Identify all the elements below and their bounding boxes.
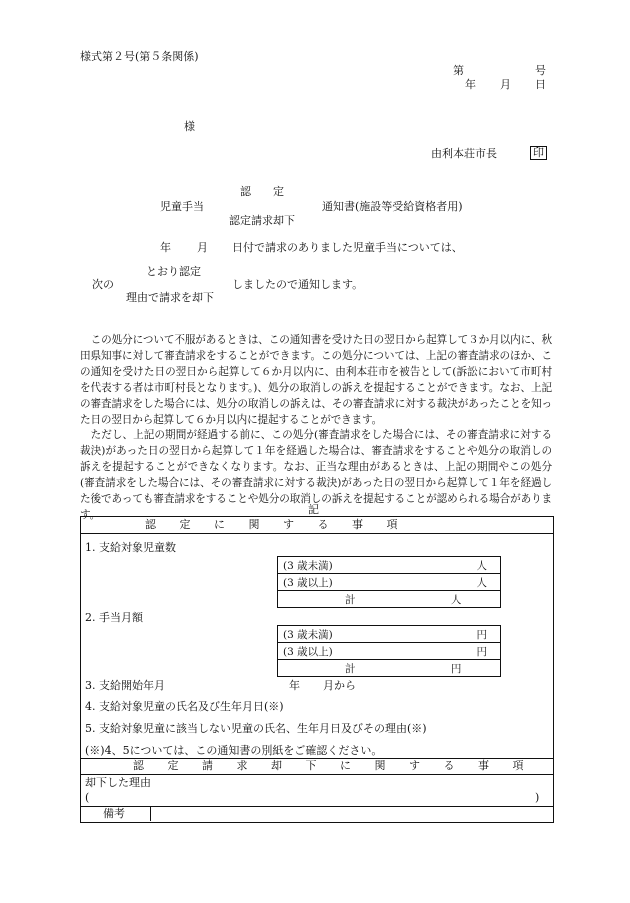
divider: [80, 533, 553, 534]
divider: [80, 774, 553, 775]
seal-stamp: 印: [530, 146, 547, 160]
request-date-month: 月: [197, 241, 208, 254]
document-number-suffix: 号: [535, 64, 546, 77]
monthly-under3-label: (3 歳未満): [283, 628, 333, 641]
option-approved: とおり認定: [146, 265, 201, 278]
remarks-label: 備考: [103, 807, 125, 820]
start-year-unit: 年: [289, 679, 300, 692]
children-total-label: 計: [345, 593, 356, 606]
document-number-prefix: 第: [453, 64, 464, 77]
title-approval-variant: 認 定: [240, 185, 284, 198]
ki-label: 記: [308, 503, 319, 516]
children-total-row: [278, 591, 501, 608]
children-total-unit: 人: [450, 593, 462, 606]
start-month-unit: 月から: [323, 679, 356, 692]
monthly-total-unit: 円: [450, 662, 462, 675]
title-notice-type: 通知書(施設等受給資格者用): [322, 200, 463, 213]
monthly-under3-unit: 円: [476, 628, 487, 641]
monthly-over3-unit: 円: [476, 645, 487, 658]
table-row: [278, 643, 501, 660]
option-rejected: 理由で請求を却下: [126, 291, 214, 304]
addressee-honorific: 様: [184, 120, 195, 133]
item-start-month: 3. 支給開始年月: [85, 679, 165, 692]
table-row: [278, 557, 501, 574]
children-over3-unit: 人: [476, 576, 487, 589]
table-row: [278, 660, 501, 677]
item-ineligible-children: 5. 支給対象児童に該当しない児童の氏名、生年月日及びその理由(※): [85, 722, 427, 735]
item-monthly-allowance: 2. 手当月額: [85, 611, 143, 624]
monthly-total-label: 計: [345, 662, 356, 675]
approval-section-header: 認 定 に 関 す る 事 項: [145, 518, 398, 531]
intro-next: 次の: [92, 278, 114, 291]
issue-date-year: 年: [465, 78, 476, 91]
children-over3-row: [278, 574, 501, 591]
attachment-note: (※)4、5については、この通知書の別紙をご確認ください。: [85, 744, 383, 757]
monthly-allowance-table: [277, 625, 501, 677]
monthly-under3-row: [278, 626, 501, 643]
sender-title: 由利本荘市長: [431, 147, 497, 160]
title-rejection-variant: 認定請求却下: [229, 214, 295, 227]
item-eligible-children-count: 1. 支給対象児童数: [85, 541, 176, 554]
request-date-text: 日付で請求のありました児童手当については、: [232, 241, 463, 254]
title-child-allowance: 児童手当: [160, 200, 204, 213]
monthly-over3-row: [278, 643, 501, 660]
remarks-divider: [150, 806, 151, 821]
table-row: [278, 626, 501, 643]
children-under3-label: (3 歳未満): [283, 559, 333, 572]
monthly-total-row: [278, 660, 501, 677]
children-count-table: [277, 556, 501, 608]
table-row: [278, 574, 501, 591]
children-under3-row: [278, 557, 501, 574]
rejection-reason-label: 却下した理由: [85, 776, 151, 789]
appeal-notice-paragraph-1: この処分について不服があるときは、この通知書を受けた日の翌日から起算して３か月以内に、秋田県知事に対して審査請求をすることができます。この処分については、上記の審査請求のほか、この通知を受けた日の翌日から起算して６か月以内に、由利本荘市を被告として(訴訟において市町村を代表する者は市町村長となります。)、処分の取消しの訴えを提起することができます。なお、上記の審査請求をした場合には、処分の取消しの訴えは、その審査請求に対する裁決があったことを知った日の翌日から起算して６か月以内に提起することができます。: [80, 334, 552, 426]
table-row: [278, 591, 501, 608]
item-eligible-children-names: 4. 支給対象児童の氏名及び生年月日(※): [85, 700, 284, 713]
appeal-notice: [80, 333, 552, 524]
form-number-label: 様式第２号(第５条関係): [80, 50, 199, 63]
rejection-reason-open-paren: (: [85, 791, 90, 804]
appeal-notice-paragraph-2: ただし、上記の期間が経過する前に、この処分(審査請求をした場合には、その審査請求に対する裁決)があった日の翌日から起算して１年を経過した場合は、審査請求をすることや処分の取消しの訴えを提起することができなくなります。なお、正当な理由があるときは、上記の期間やこの処分(審査請求をした場合には、その審査請求に対する裁決)があった日の翌日から起算して１年を経過した後であっても審査請求をすることや処分の取消しの訴えを提起することが認められる場合があります。: [80, 429, 552, 521]
intro-ending: しましたので通知します。: [232, 278, 364, 291]
rejection-reason-close-paren: ): [535, 791, 540, 804]
children-over3-label: (3 歳以上): [283, 576, 333, 589]
children-under3-unit: 人: [476, 559, 487, 572]
issue-date-day: 日: [535, 78, 546, 91]
request-date-year: 年: [160, 241, 171, 254]
monthly-over3-label: (3 歳以上): [283, 645, 333, 658]
issue-date-month: 月: [500, 78, 511, 91]
rejection-section-header: 認 定 請 求 却 下 に 関 す る 事 項: [133, 759, 524, 772]
